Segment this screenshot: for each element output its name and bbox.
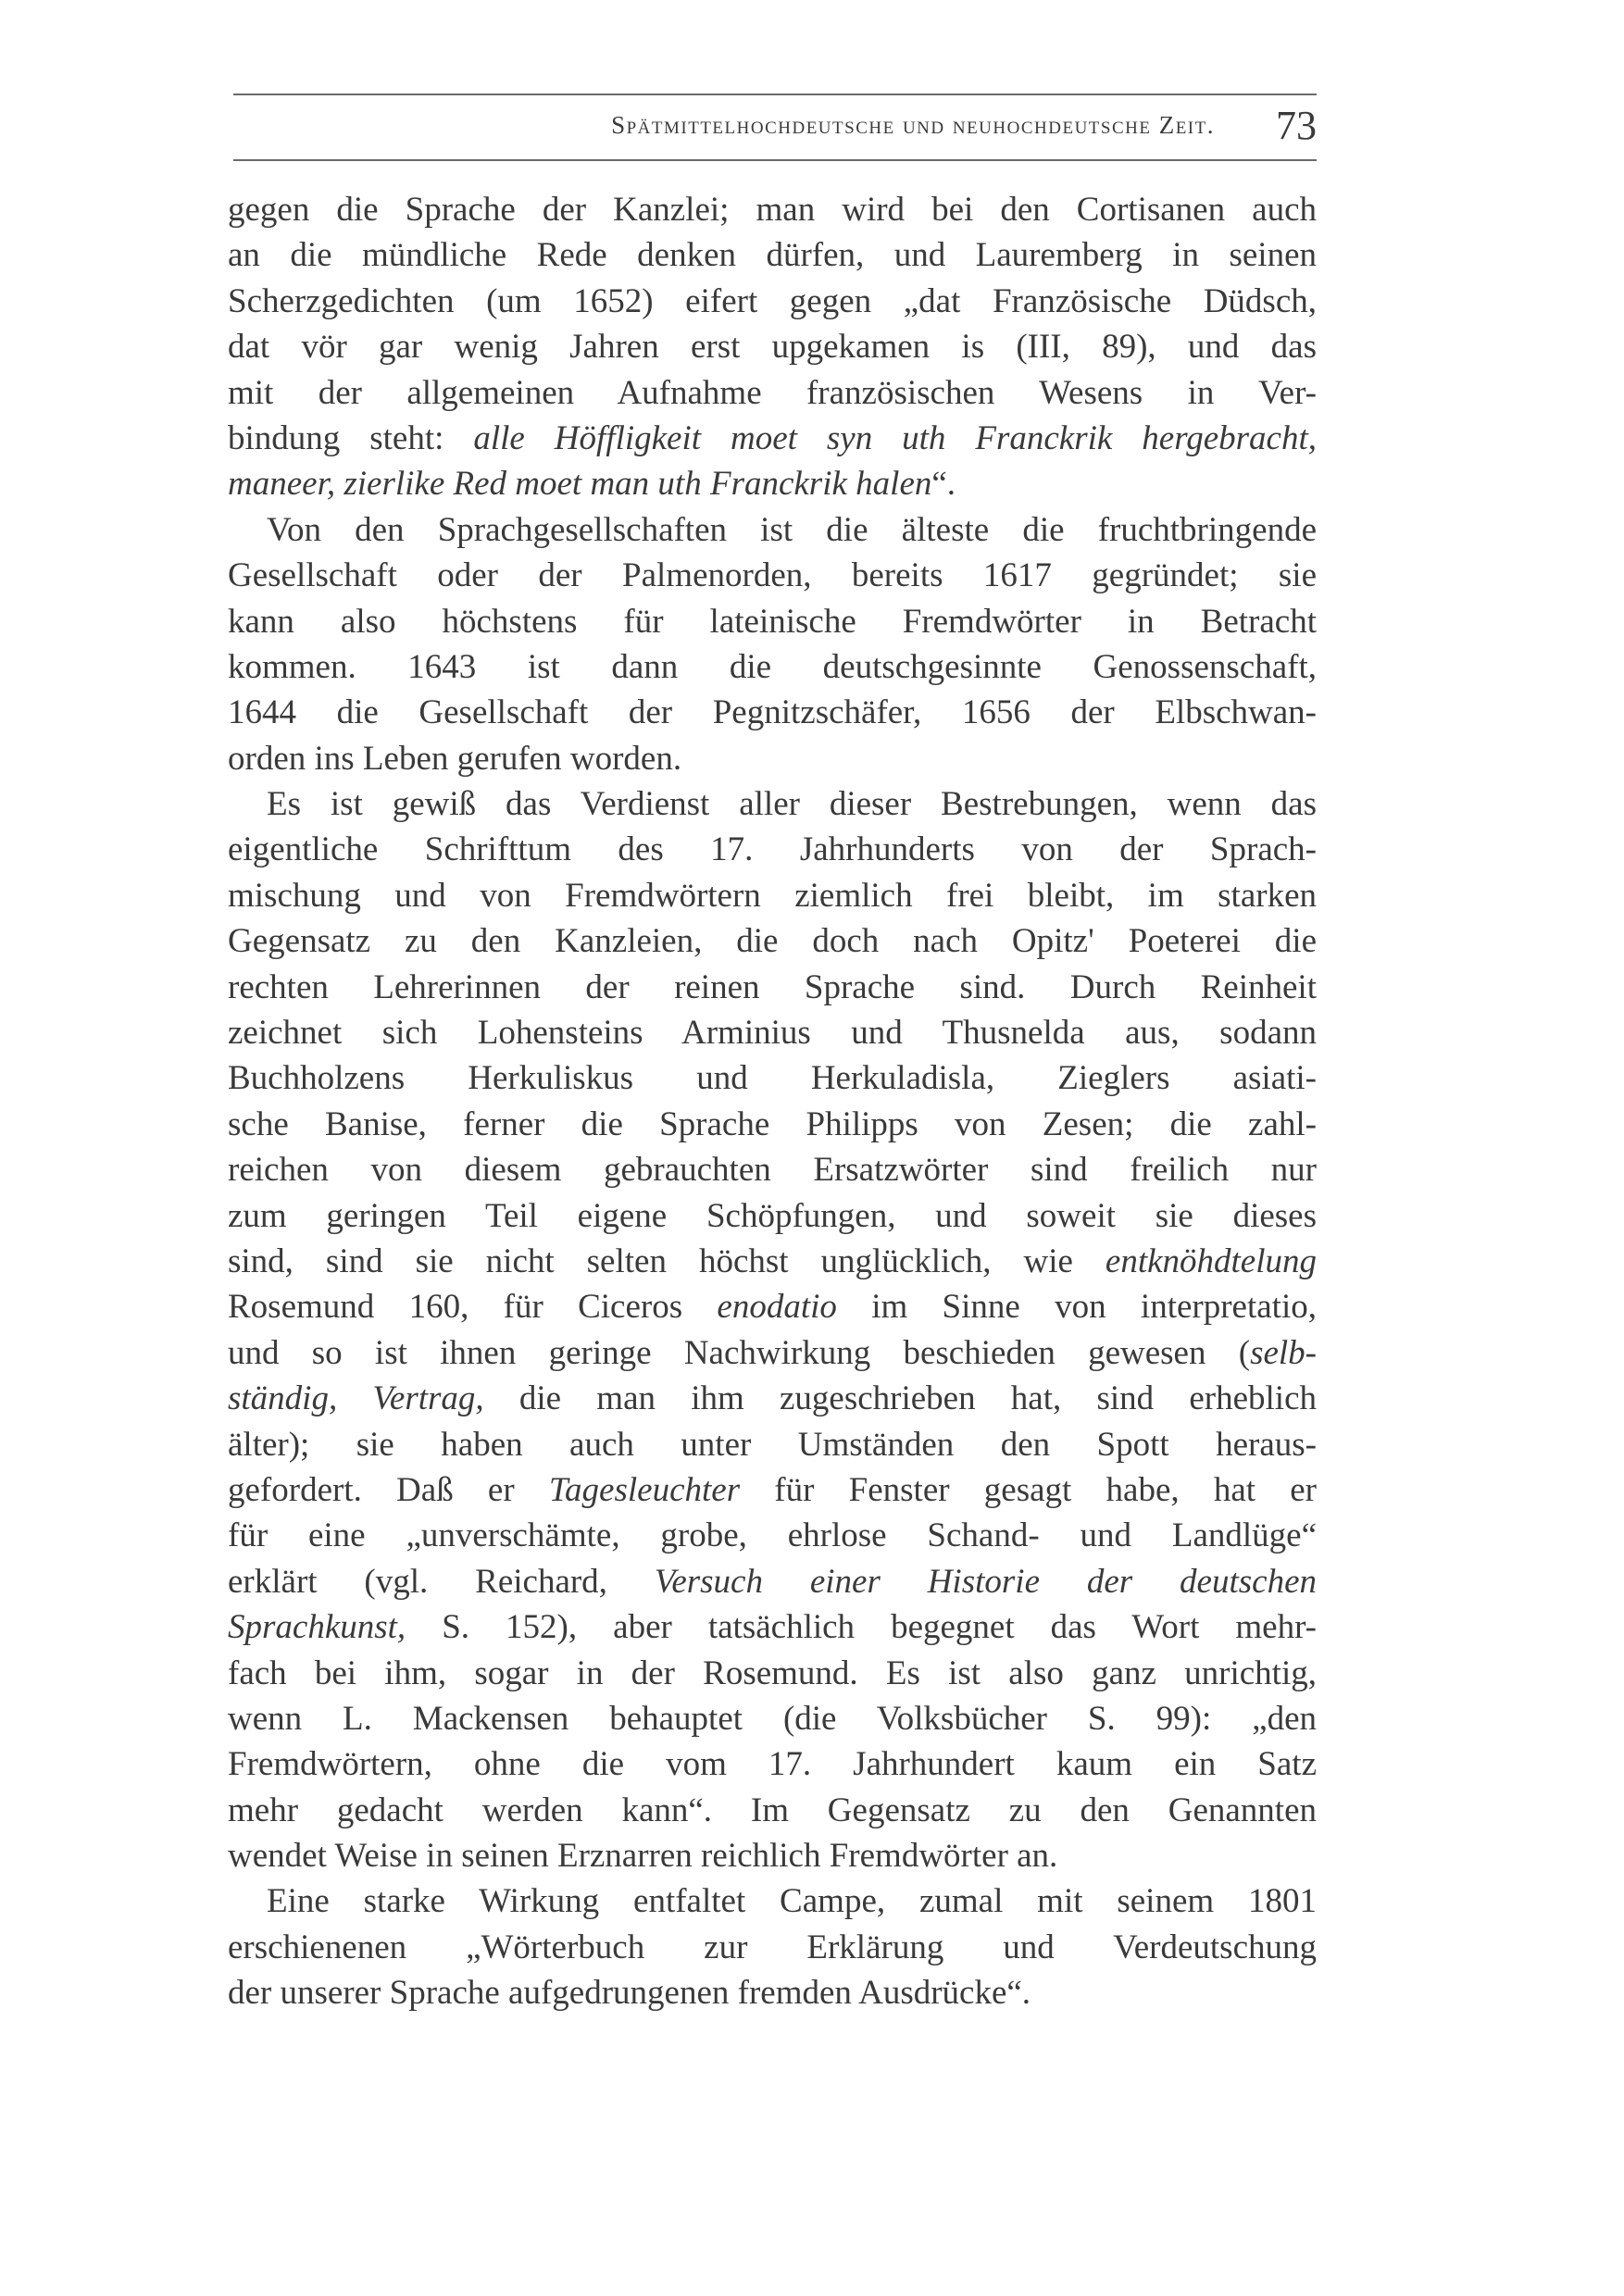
text-run: reichen von diesem gebrauchten Ersatzwörter sind freilich nur [228,1151,1317,1190]
text-run: S. 152), aber tatsächlich begegnet das Wort mehr- [406,1608,1317,1647]
text-line [228,370,1317,416]
text-line [228,1833,1317,1878]
text-line [228,187,1317,232]
text-run: dat vör gar wenig Jahren erst upgekamen is (III, 89), und das [228,328,1317,367]
text-line [228,1376,1317,1421]
text-line [228,599,1317,644]
text-run: und so ist ihnen geringe Nachwirkung beschieden gewesen ( [228,1333,1251,1372]
text-line [228,918,1317,964]
page-number: 73 [1276,103,1317,148]
text-run: Es ist gewiß das Verdienst aller dieser Bestrebungen, wenn das [267,785,1317,824]
italic-run: Tagesleuchter [548,1470,741,1509]
text-line [228,324,1317,369]
body-text [228,187,1317,2016]
italic-run: entknöhdtelung [1105,1242,1317,1280]
text-run: Eine starke Wirkung entfaltet Campe, zumal mit seinem 1801 [267,1882,1317,1921]
italic-run: ständig, Vertrag, [228,1379,484,1418]
text-run: mit der allgemeinen Aufnahme französischen Wesens in Ver- [228,373,1317,412]
text-run: für Fenster gesagt habe, hat er [740,1470,1317,1509]
top-rule [233,94,1317,95]
text-line [228,690,1317,735]
text-line [228,1102,1317,1147]
text-line [228,1422,1317,1467]
italic-run: enodatio [717,1288,837,1327]
text-run: mehr gedacht werden kann“. Im Gegensatz zu den Genannten [228,1791,1317,1829]
text-line [228,1878,1317,1924]
text-line [228,644,1317,690]
text-line [228,1239,1317,1284]
text-run: eigentliche Schrifttum des 17. Jahrhunderts von der Sprach- [228,830,1317,869]
text-line [228,1651,1317,1696]
text-line [228,965,1317,1010]
text-run: Fremdwörtern, ohne die vom 17. Jahrhundert kaum ein Satz [228,1745,1317,1784]
text-line [228,279,1317,324]
text-run: zeichnet sich Lohensteins Arminius und Thusnelda aus, sodann [228,1014,1317,1053]
text-run: orden ins Leben gerufen worden. [228,739,682,778]
text-run: im Sinne von interpretatio, [836,1288,1317,1327]
text-line [228,736,1317,781]
text-run: erschienenen „Wörterbuch zur Erklärung und Verdeutschung [228,1928,1317,1966]
text-run: rechten Lehrerinnen der reinen Sprache sind. Durch Reinheit [228,967,1317,1006]
text-line [228,873,1317,918]
text-line [228,553,1317,598]
text-line [228,416,1317,461]
text-run: fach bei ihm, sogar in der Rosemund. Es ist also ganz unrichtig, [228,1653,1317,1692]
text-run: Scherzgedichten (um 1652) eifert gegen „dat Französische Düdsch, [228,281,1317,320]
text-run: kommen. 1643 ist dann die deutschgesinnte Genossenschaft, [228,647,1317,686]
text-line [228,1055,1317,1101]
text-line [228,507,1317,553]
running-head [233,104,1317,150]
text-run: an die mündliche Rede denken dürfen, und Lauremberg in seinen [228,236,1317,275]
text-line [228,1147,1317,1192]
text-line [228,1284,1317,1329]
text-run: Buchholzens Herkuliskus und Herkuladisla, Zieglers asiati- [228,1059,1317,1098]
text-run: für eine „unverschämte, grobe, ehrlose Schand- und Landlüge“ [228,1516,1317,1555]
text-line [228,1970,1317,2015]
text-line [228,1559,1317,1604]
text-run: zum geringen Teil eigene Schöpfungen, und soweit sie dieses [228,1196,1317,1235]
text-line [228,1741,1317,1787]
text-line [228,1513,1317,1558]
italic-run: alle Höffligkeit moet syn uth Franckrik hergebracht, [473,418,1317,457]
text-line [228,1696,1317,1741]
text-run: der unserer Sprache aufgedrungenen fremden Ausdrücke“. [228,1974,1031,2013]
text-line [228,781,1317,827]
text-run: sind, sind sie nicht selten höchst unglücklich, wie [228,1242,1106,1280]
text-run: die man ihm zugeschrieben hat, sind erheblich [483,1379,1317,1418]
text-run: bindung steht: [228,418,474,457]
text-run: “. [931,465,956,504]
text-run: gegen die Sprache der Kanzlei; man wird bei den Cortisanen auch [228,191,1317,229]
text-run: Von den Sprachgesellschaften ist die älteste die fruchtbringende [267,510,1317,549]
text-line [228,232,1317,278]
text-line [228,1925,1317,1970]
text-run: sche Banise, ferner die Sprache Philipps von Zesen; die zahl- [228,1104,1317,1143]
italic-run: Versuch einer Historie der deutschen [654,1562,1317,1601]
text-run: wenn L. Mackensen behauptet (die Volksbücher S. 99): „den [228,1699,1317,1738]
text-run: 1644 die Gesellschaft der Pegnitzschäfer, 1656 der Elbschwan- [228,693,1317,732]
text-run: wendet Weise in seinen Erznarren reichlich Fremdwörter an. [228,1837,1058,1876]
text-run: erklärt (vgl. Reichard, [228,1562,655,1601]
text-line [228,1330,1317,1376]
text-line [228,827,1317,872]
text-run: Gesellschaft oder der Palmenorden, bereits 1617 gegründet; sie [228,556,1317,595]
text-line [228,1604,1317,1650]
text-line [228,461,1317,506]
italic-run: maneer, zierlike Red moet man uth Franckrik halen [228,465,932,504]
text-line [228,1193,1317,1239]
text-run: älter); sie haben auch unter Umständen den Spott heraus- [228,1425,1317,1464]
text-line [228,1788,1317,1833]
bottom-rule [233,159,1317,161]
italic-run: selb- [1250,1333,1317,1372]
text-run: Gegensatz zu den Kanzleien, die doch nach Opitz' Poeterei die [228,922,1317,961]
text-line [228,1467,1317,1513]
italic-run: Sprachkunst, [228,1608,406,1647]
text-run: gefordert. Daß er [228,1470,549,1509]
text-run: Rosemund 160, für Ciceros [228,1288,718,1327]
running-head-title: Spätmittelhochdeutsche und neuhochdeutsche Zeit. [611,111,1215,139]
text-run: mischung und von Fremdwörtern ziemlich frei bleibt, im starken [228,876,1317,915]
text-run: kann also höchstens für lateinische Fremdwörter in Betracht [228,602,1317,641]
text-line [228,1010,1317,1055]
